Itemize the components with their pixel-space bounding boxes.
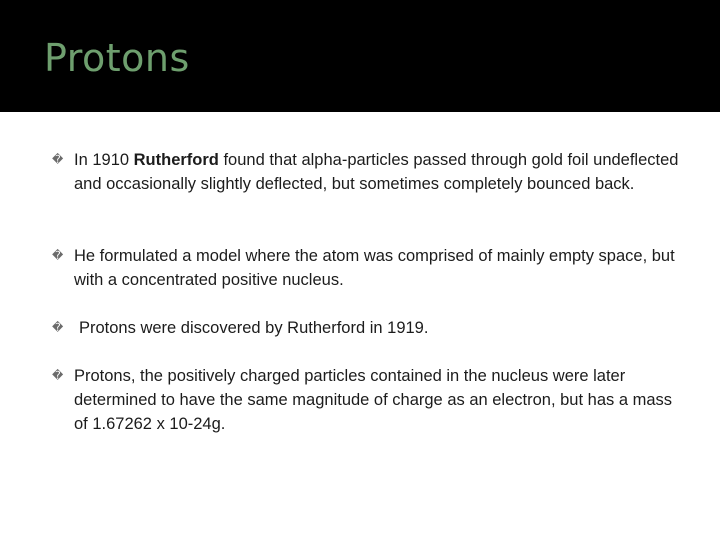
bullet-text-lead: In 1910	[74, 151, 134, 169]
bullet-text: He formulated a model where the atom was comprised of mainly empty space, but with a concentrated positive nucleus.	[74, 247, 675, 289]
bullet-marker-icon: �	[52, 369, 64, 382]
bullet-marker-icon: �	[52, 321, 64, 334]
bullet-item	[52, 244, 682, 292]
bullet-text: Protons, the positively charged particles contained in the nucleus were later determined to have the same magnitude of charge as an electron, but has a mass of 1.67262 x 10-24g.	[74, 367, 673, 433]
bullet-text	[74, 148, 682, 196]
bullet-marker-icon: �	[52, 153, 64, 166]
bullet-emphasis: Rutherford	[133, 151, 219, 169]
slide-title: Protons	[44, 36, 190, 80]
bullet-item	[52, 364, 682, 436]
bullet-item	[52, 148, 682, 196]
bullet-item	[52, 316, 682, 340]
bullet-marker-icon: �	[52, 249, 64, 262]
bullet-text: Protons were discovered by Rutherford in 1919.	[79, 319, 429, 337]
bullet-text-rest: found that alpha-particles passed through gold foil undeflected and occasionally slightly deflected, but sometimes completely bounced back.	[74, 151, 679, 193]
